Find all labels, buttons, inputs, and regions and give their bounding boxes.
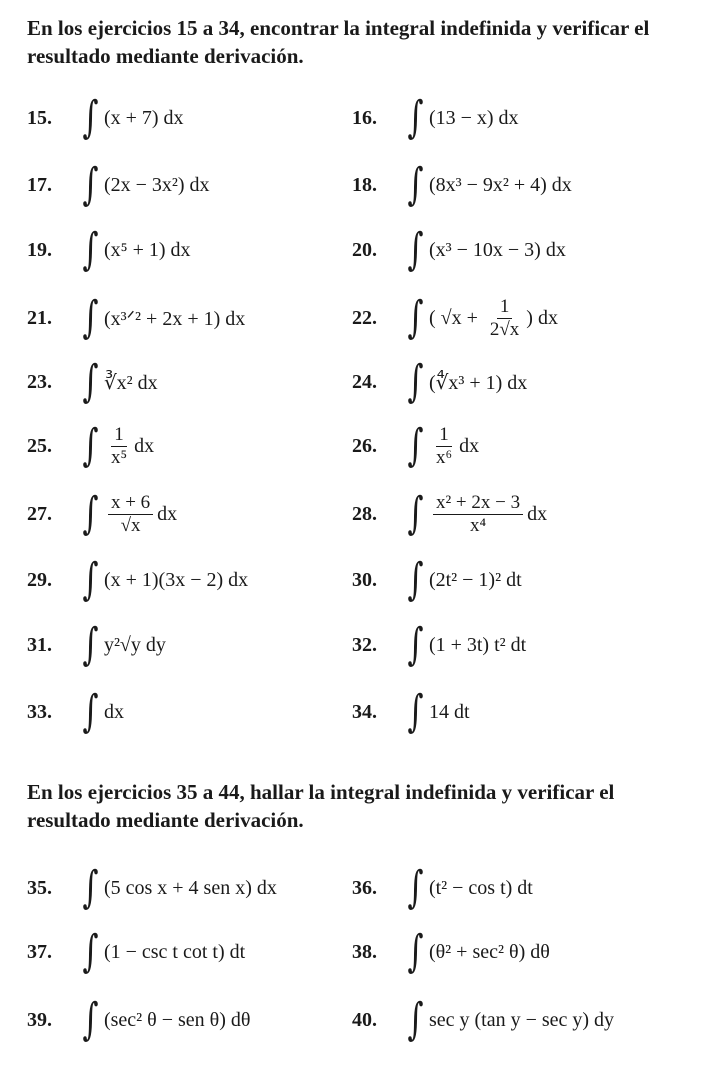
exercise-number: 15. xyxy=(27,106,52,129)
exercise-23 xyxy=(27,352,158,412)
integral-sign-icon: ∫ xyxy=(407,92,424,143)
integrand: sec y (tan y − sec y) dy xyxy=(428,1008,615,1031)
numerator: 1 xyxy=(111,424,127,447)
exercise-15 xyxy=(27,88,184,148)
exercise-19 xyxy=(27,220,191,280)
integrand: y²√y dy xyxy=(103,633,166,656)
exercise-number: 16. xyxy=(352,106,377,129)
exercise-30 xyxy=(352,550,522,610)
integral-sign-icon: ∫ xyxy=(407,420,424,471)
exercise-27 xyxy=(27,484,177,544)
differential: dx xyxy=(459,434,480,457)
integral-sign-icon: ∫ xyxy=(82,420,99,471)
exercise-17 xyxy=(27,155,210,215)
denominator: 2√x xyxy=(489,318,520,340)
exercise-34 xyxy=(352,682,470,742)
integral-sign-icon: ∫ xyxy=(82,488,99,539)
numerator: x² + 2x − 3 xyxy=(433,492,523,515)
exercise-number: 37. xyxy=(27,940,52,963)
integral-sign-icon: ∫ xyxy=(407,619,424,670)
denominator: x⁶ xyxy=(435,446,453,468)
integrand: (x³ − 10x − 3) dx xyxy=(428,238,566,261)
exercise-38 xyxy=(352,922,550,982)
integral-sign-icon: ∫ xyxy=(407,292,424,343)
integral-sign-icon: ∫ xyxy=(82,619,99,670)
integral-sign-icon: ∫ xyxy=(407,926,424,977)
exercise-18 xyxy=(352,155,572,215)
exercise-number: 38. xyxy=(352,940,377,963)
integrand: (2x − 3x²) dx xyxy=(103,173,210,196)
integral-sign-icon: ∫ xyxy=(82,356,99,407)
numerator: 1 xyxy=(436,424,452,447)
exercise-number: 24. xyxy=(352,370,377,393)
section1-heading: En los ejercicios 15 a 34, encontrar la integral indefinida y verificar el resultado mediante derivación. xyxy=(27,16,650,68)
exercise-20 xyxy=(352,220,566,280)
exercise-number: 40. xyxy=(352,1008,377,1031)
integral-sign-icon: ∫ xyxy=(82,994,99,1045)
exercise-33 xyxy=(27,682,124,742)
exercise-number: 33. xyxy=(27,700,52,723)
integrand: (5 cos x + 4 sen x) dx xyxy=(103,876,277,899)
exercise-number: 17. xyxy=(27,173,52,196)
integral-sign-icon: ∫ xyxy=(407,994,424,1045)
integral-sign-icon: ∫ xyxy=(82,224,99,275)
exercise-22 xyxy=(352,288,558,348)
exercise-number: 18. xyxy=(352,173,377,196)
integral-sign-icon: ∫ xyxy=(407,224,424,275)
exercise-number: 27. xyxy=(27,502,52,525)
fraction xyxy=(108,424,130,469)
integrand: (x + 1)(3x − 2) dx xyxy=(103,568,249,591)
integral-sign-icon: ∫ xyxy=(82,686,99,737)
exercise-number: 29. xyxy=(27,568,52,591)
fraction xyxy=(433,424,455,469)
integrand: (∜x³ + 1) dx xyxy=(428,371,528,394)
integral-sign-icon: ∫ xyxy=(407,554,424,605)
exercise-40 xyxy=(352,990,614,1050)
exercise-number: 19. xyxy=(27,238,52,261)
integrand: (1 + 3t) t² dt xyxy=(428,633,527,656)
integrand: (sec² θ − sen θ) dθ xyxy=(103,1008,251,1031)
exercise-number: 32. xyxy=(352,633,377,656)
differential: ) dx xyxy=(526,306,558,329)
integral-sign-icon: ∫ xyxy=(82,292,99,343)
denominator: x⁴ xyxy=(469,514,487,536)
integrand: (2t² − 1)² dt xyxy=(428,568,522,591)
integrand: (13 − x) dx xyxy=(428,106,519,129)
exercise-26 xyxy=(352,416,479,476)
exercise-39 xyxy=(27,990,250,1050)
exercise-35 xyxy=(27,858,277,918)
exercise-28 xyxy=(352,484,547,544)
exercise-36 xyxy=(352,858,533,918)
integrand: 14 dt xyxy=(428,700,470,723)
integrand: (θ² + sec² θ) dθ xyxy=(428,940,550,963)
integrand: ∛x² dx xyxy=(103,371,158,394)
exercise-number: 30. xyxy=(352,568,377,591)
exercise-25 xyxy=(27,416,154,476)
fraction xyxy=(487,296,522,341)
integral-sign-icon: ∫ xyxy=(407,356,424,407)
exercise-number: 28. xyxy=(352,502,377,525)
exercise-number: 36. xyxy=(352,876,377,899)
exercise-number: 35. xyxy=(27,876,52,899)
integral-sign-icon: ∫ xyxy=(407,862,424,913)
integrand: (1 − csc t cot t) dt xyxy=(103,940,246,963)
integral-sign-icon: ∫ xyxy=(407,488,424,539)
exercise-29 xyxy=(27,550,248,610)
exercise-number: 20. xyxy=(352,238,377,261)
integrand: (x⁵ + 1) dx xyxy=(103,238,191,261)
exercise-number: 22. xyxy=(352,306,377,329)
integrand: ( √x + xyxy=(428,306,483,329)
differential: dx xyxy=(157,502,178,525)
exercise-number: 23. xyxy=(27,370,52,393)
exercise-16 xyxy=(352,88,519,148)
denominator: x⁵ xyxy=(110,446,128,468)
integrand: dx xyxy=(103,700,124,723)
integral-sign-icon: ∫ xyxy=(82,926,99,977)
integral-sign-icon: ∫ xyxy=(82,92,99,143)
integral-sign-icon: ∫ xyxy=(407,159,424,210)
exercise-number: 39. xyxy=(27,1008,52,1031)
integrand: (x³ᐟ² + 2x + 1) dx xyxy=(103,307,246,330)
integral-sign-icon: ∫ xyxy=(82,554,99,605)
exercise-number: 34. xyxy=(352,700,377,723)
exercise-31 xyxy=(27,615,166,675)
numerator: x + 6 xyxy=(108,492,153,515)
exercise-number: 31. xyxy=(27,633,52,656)
exercise-37 xyxy=(27,922,245,982)
numerator: 1 xyxy=(497,296,513,319)
exercise-24 xyxy=(352,352,527,412)
denominator: √x xyxy=(120,514,141,536)
integrand: (8x³ − 9x² + 4) dx xyxy=(428,173,572,196)
integral-sign-icon: ∫ xyxy=(407,686,424,737)
differential: dx xyxy=(527,502,548,525)
integrand: (t² − cos t) dt xyxy=(428,876,533,899)
exercise-21 xyxy=(27,288,245,348)
fraction xyxy=(433,492,523,537)
exercise-number: 21. xyxy=(27,306,52,329)
integral-sign-icon: ∫ xyxy=(82,862,99,913)
section2-heading: En los ejercicios 35 a 44, hallar la integral indefinida y verificar el resultado mediante derivación. xyxy=(27,780,615,832)
fraction xyxy=(108,492,153,537)
integral-sign-icon: ∫ xyxy=(82,159,99,210)
exercise-number: 26. xyxy=(352,434,377,457)
exercise-32 xyxy=(352,615,526,675)
differential: dx xyxy=(134,434,155,457)
exercise-number: 25. xyxy=(27,434,52,457)
integrand: (x + 7) dx xyxy=(103,106,184,129)
